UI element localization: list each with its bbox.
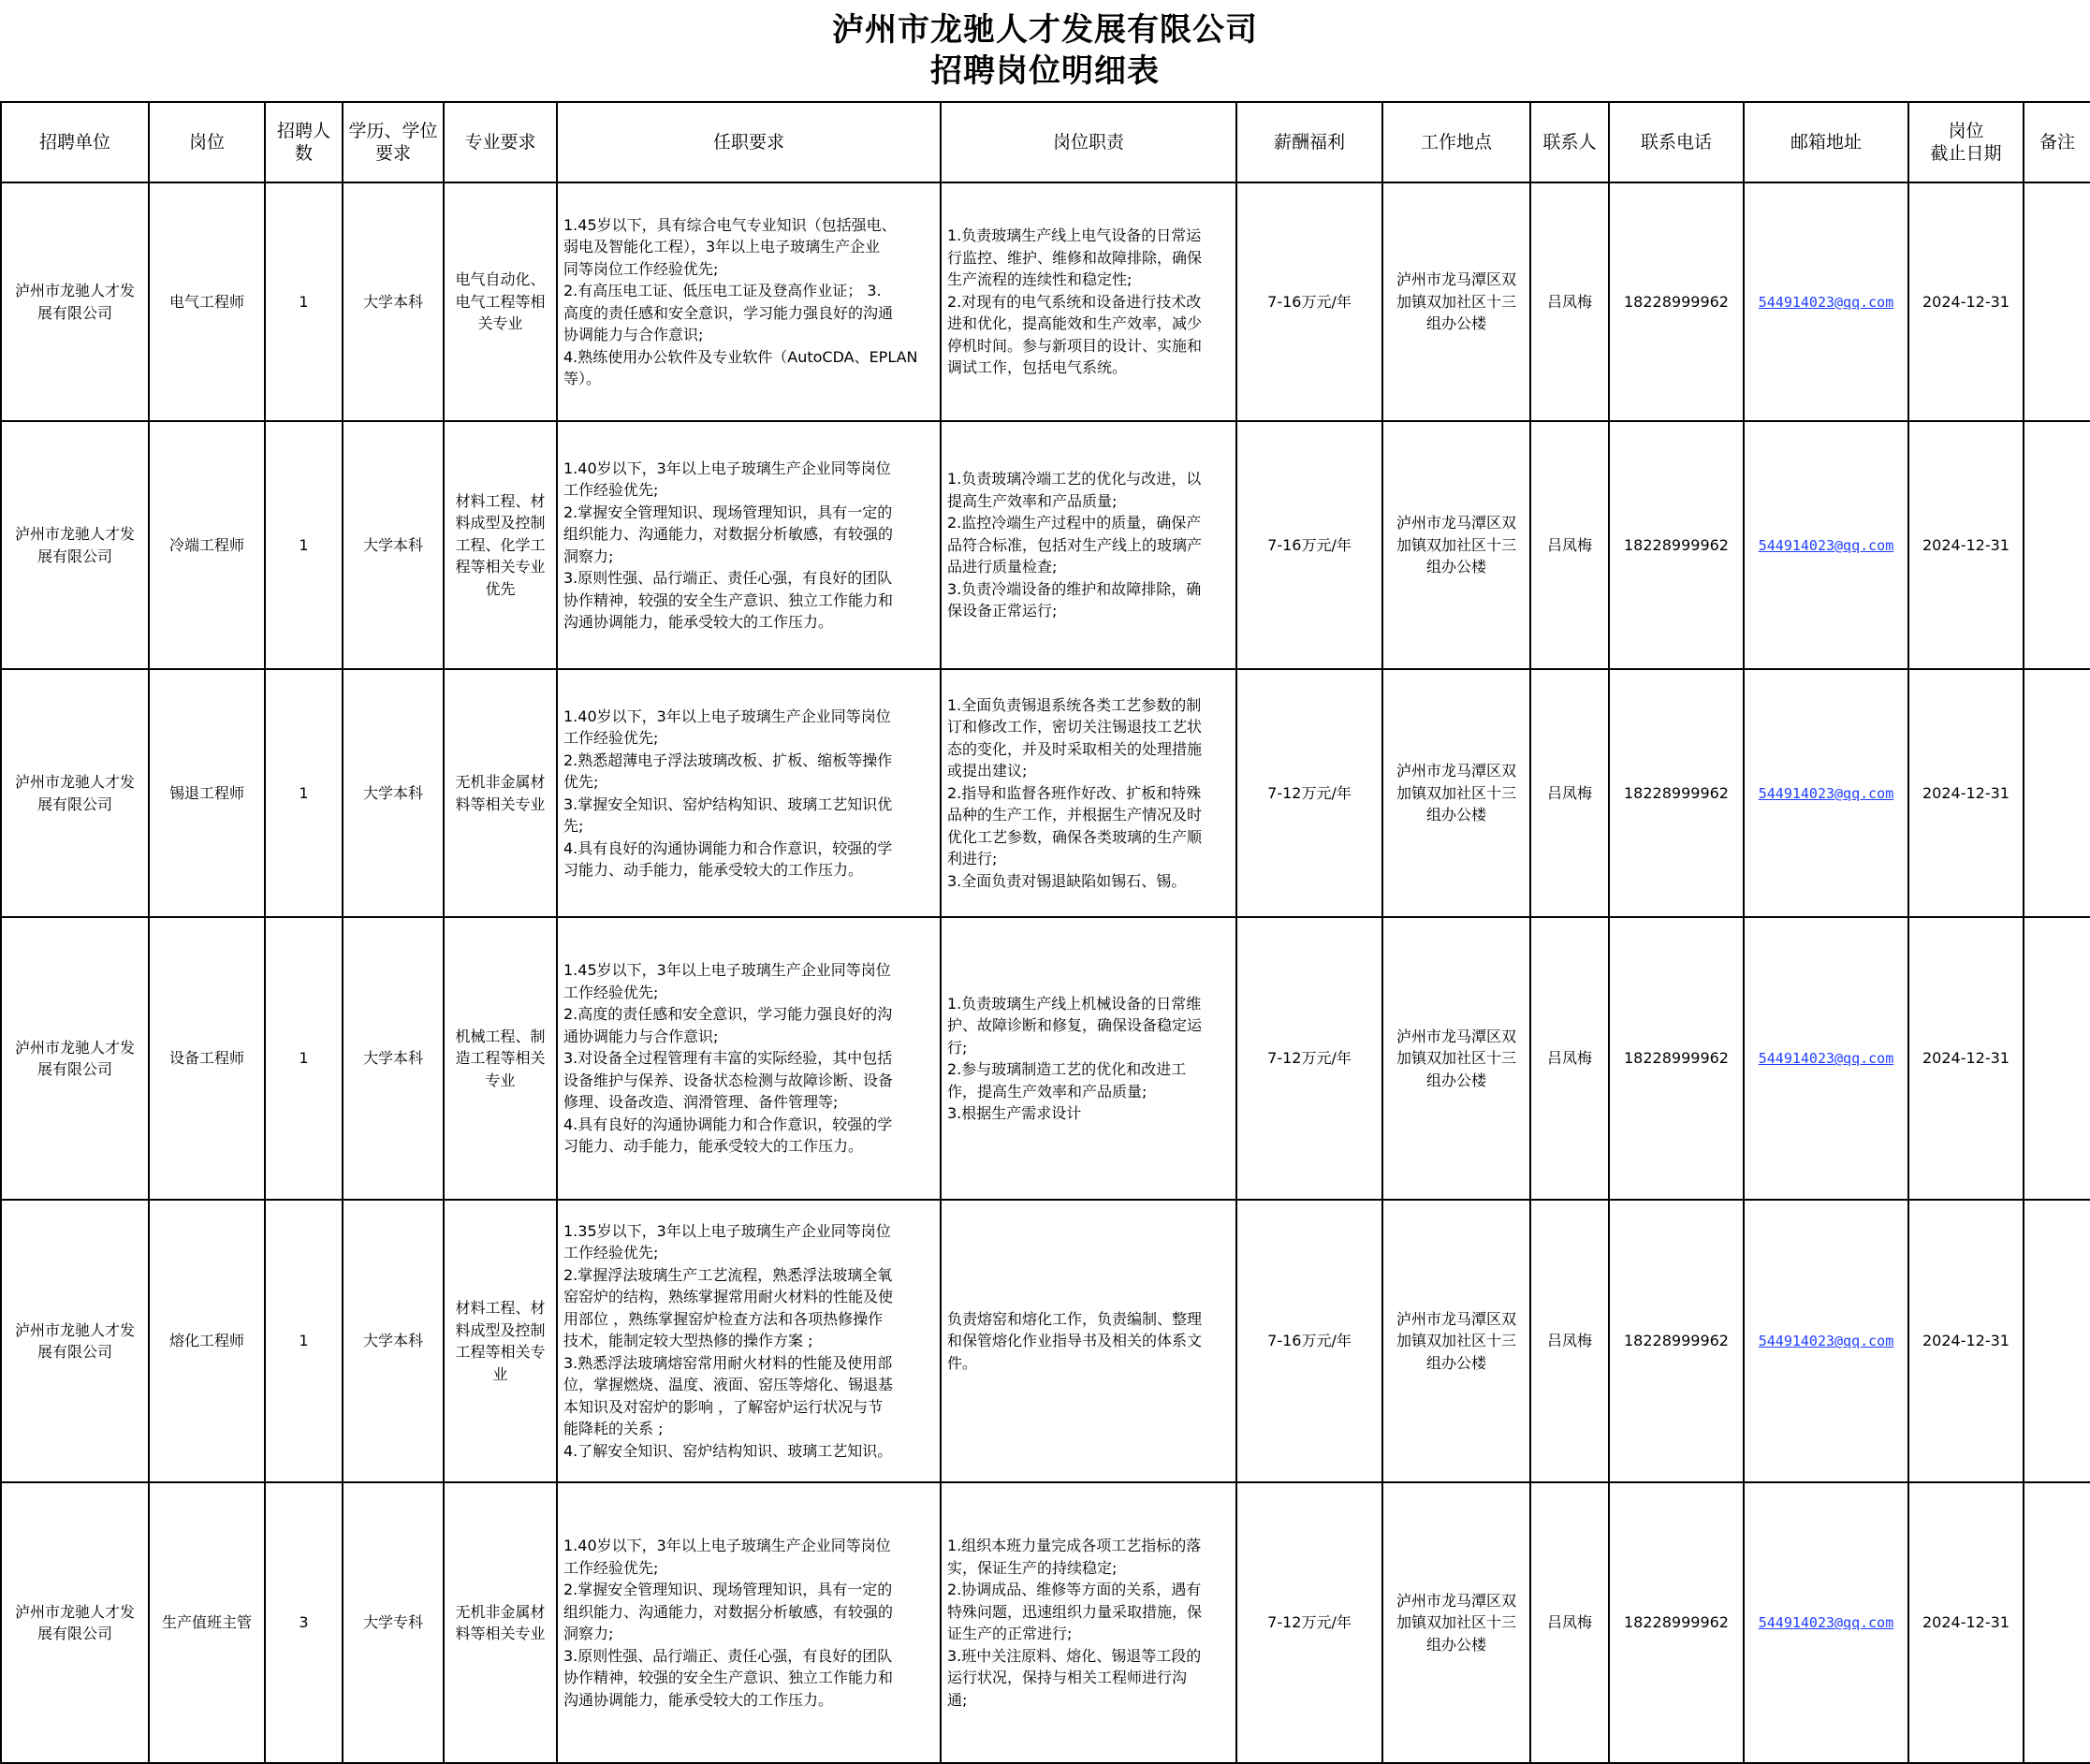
cell-duties: [941, 1200, 1236, 1482]
cell-requirements-line: 3.对设备全过程管理有丰富的实际经验，其中包括: [563, 1049, 893, 1068]
cell-location-line: 加镇双加社区十三: [1396, 535, 1516, 554]
cell-requirements-line: 1.40岁以下，3年以上电子玻璃生产企业同等岗位: [563, 459, 891, 477]
cell-requirements-line: 3.原则性强、品行端正、责任心强，有良好的团队: [563, 1646, 893, 1665]
cell-requirements-line: 修理、设备改造、润滑管理、备件管理等;: [563, 1093, 839, 1112]
cell-requirements-line: 洞察力;: [563, 1625, 614, 1642]
cell-requirements-line: 工作经验优先;: [563, 983, 659, 1001]
email-link[interactable]: 544914023@qq.com: [1758, 293, 1894, 311]
cell-duties-line: 2.协调成品、维修等方面的关系，遇有: [947, 1581, 1202, 1598]
cell-unit: [1, 182, 149, 421]
cell-deadline: 2024-12-31: [1908, 917, 2024, 1200]
cell-phone: 18228999962: [1609, 1200, 1744, 1482]
cell-requirements-line: 高度的责任感和安全意识，学习能力强良好的沟通: [563, 303, 894, 322]
cell-location: [1382, 1200, 1530, 1482]
header-count-l1: 招聘人: [276, 121, 330, 141]
header-education-l2: 要求: [374, 143, 411, 164]
header-unit: 招聘单位: [1, 102, 149, 182]
cell-duties-line: 3.根据生产需求设计: [947, 1104, 1082, 1122]
cell-email: [1744, 1482, 1908, 1763]
cell-deadline: 2024-12-31: [1908, 421, 2024, 669]
cell-requirements-line: 2.掌握浮法玻璃生产工艺流程，熟悉浮法玻璃全氧: [563, 1265, 893, 1284]
cell-deadline: 2024-12-31: [1908, 1482, 2024, 1763]
cell-count: 1: [265, 1200, 343, 1482]
cell-count: 1: [265, 182, 343, 421]
cell-remark: [2024, 1200, 2090, 1482]
cell-requirements-line: 1.35岁以下，3年以上电子玻璃生产企业同等岗位: [563, 1221, 891, 1240]
cell-salary: 7-12万元/年: [1236, 669, 1382, 917]
cell-duties-line: 提高生产效率和产品质量;: [947, 491, 1118, 510]
cell-requirements-line: 能降耗的关系 ;: [563, 1420, 664, 1438]
cell-phone: 18228999962: [1609, 669, 1744, 917]
cell-requirements-line: 2.高度的责任感和安全意识，学习能力强良好的沟: [563, 1005, 893, 1024]
cell-duties-line: 停机时间。参与新项目的设计、实施和: [947, 336, 1203, 355]
cell-location: [1382, 1482, 1530, 1763]
cell-education: 大学本科: [343, 669, 444, 917]
cell-requirements-line: 组织能力、沟通能力，对数据分析敏感，有较强的: [563, 1602, 894, 1621]
email-link[interactable]: 544914023@qq.com: [1758, 1333, 1894, 1349]
cell-major-line: 工程等相关专: [455, 1343, 546, 1361]
cell-location-line: 泸州市龙马潭区双: [1396, 1027, 1516, 1045]
cell-requirements-line: 2.掌握安全管理知识、现场管理知识，具有一定的: [563, 503, 893, 521]
cell-location-line: 泸州市龙马潭区双: [1396, 514, 1516, 532]
cell-requirements-line: 1.45岁以下，3年以上电子玻璃生产企业同等岗位: [563, 961, 891, 980]
cell-duties-line: 和保管熔化作业指导书及相关的体系文: [947, 1332, 1203, 1350]
cell-duties-line: 3.全面负责对锡退缺陷如锡石、锡。: [947, 871, 1187, 890]
cell-location-line: 组办公楼: [1425, 806, 1486, 824]
cell-requirements-line: 1.45岁以下，具有综合电气专业知识（包括强电、: [563, 215, 897, 234]
header-remark: 备注: [2024, 102, 2090, 182]
cell-requirements-line: 沟通协调能力，能承受较大的工作压力。: [563, 613, 834, 631]
cell-duties-line: 优化工艺参数，确保各类玻璃的生产顺: [947, 827, 1203, 846]
cell-position: 冷端工程师: [149, 421, 265, 669]
cell-duties-line: 运行状况，保持与相关工程师进行沟: [947, 1669, 1188, 1686]
cell-major: [444, 917, 557, 1200]
cell-duties-line: 态的变化，并及时采取相关的处理措施: [947, 739, 1203, 758]
cell-email: [1744, 1200, 1908, 1482]
cell-location-line: 组办公楼: [1425, 1071, 1486, 1089]
cell-requirements: [557, 917, 941, 1200]
cell-requirements-line: 设备维护与保养、设备状态检测与故障诊断、设备: [563, 1071, 894, 1089]
cell-requirements-line: 同等岗位工作经验优先;: [563, 259, 719, 278]
cell-requirements-line: 协调能力与合作意识;: [563, 326, 704, 343]
cell-duties-line: 负责熔窑和熔化工作，负责编制、整理: [947, 1309, 1203, 1328]
cell-duties-line: 订和修改工作，密切关注锡退技工艺状: [947, 718, 1203, 736]
cell-duties-line: 进和优化，提高能效和生产效率，减少: [947, 314, 1203, 333]
cell-duties-line: 保设备正常运行;: [947, 602, 1058, 620]
cell-major: [444, 182, 557, 421]
cell-duties: [941, 421, 1236, 669]
cell-major-line: 材料工程、材: [455, 491, 546, 510]
table-body: [1, 182, 2090, 1763]
cell-unit-line: 展有限公司: [37, 1060, 112, 1078]
cell-major: [444, 669, 557, 917]
cell-duties: [941, 1482, 1236, 1763]
cell-requirements-line: 工作经验优先;: [563, 481, 659, 499]
cell-location: [1382, 917, 1530, 1200]
cell-requirements-line: 用部位 ，熟练掌握窑炉检查方法和各项热修操作: [563, 1309, 884, 1328]
cell-count: 1: [265, 669, 343, 917]
cell-position: 设备工程师: [149, 917, 265, 1200]
cell-unit-line: 展有限公司: [37, 547, 112, 565]
cell-unit-line: 展有限公司: [37, 1625, 112, 1642]
header-count-l2: 数: [294, 143, 313, 164]
header-phone: 联系电话: [1609, 102, 1744, 182]
cell-deadline: 2024-12-31: [1908, 182, 2024, 421]
cell-duties-line: 证生产的正常进行;: [947, 1625, 1073, 1642]
cell-salary: 7-12万元/年: [1236, 917, 1382, 1200]
cell-requirements-line: 4.了解安全知识、窑炉结构知识、玻璃工艺知识。: [563, 1441, 893, 1460]
cell-duties-line: 调试工作，包括电气系统。: [947, 358, 1128, 377]
cell-duties-line: 特殊问题，迅速组织力量采取措施，保: [947, 1602, 1203, 1621]
cell-major-line: 机械工程、制: [455, 1027, 546, 1045]
cell-major-line: 造工程等相关: [455, 1049, 546, 1068]
cell-duties-line: 或提出建议;: [947, 762, 1028, 780]
cell-requirements-line: 习能力、动手能力，能承受较大的工作压力。: [563, 1137, 864, 1156]
header-count: [265, 102, 343, 182]
cell-phone: 18228999962: [1609, 1482, 1744, 1763]
cell-location-line: 泸州市龙马潭区双: [1396, 1591, 1516, 1610]
cell-unit: [1, 669, 149, 917]
cell-salary: 7-16万元/年: [1236, 182, 1382, 421]
cell-requirements-line: 1.40岁以下，3年以上电子玻璃生产企业同等岗位: [563, 1537, 891, 1554]
header-duties: 岗位职责: [941, 102, 1236, 182]
table-row: [1, 669, 2090, 917]
title-line-1: 泸州市龙驰人才发展有限公司: [832, 11, 1258, 49]
header-deadline: [1908, 102, 2024, 182]
cell-unit-line: 泸州市龙驰人才发: [14, 1602, 135, 1621]
cell-education: 大学本科: [343, 917, 444, 1200]
cell-requirements-line: 通协调能力与合作意识;: [563, 1027, 719, 1045]
table-row: [1, 182, 2090, 421]
cell-requirements: [557, 669, 941, 917]
cell-contact: 吕凤梅: [1530, 1200, 1609, 1482]
cell-requirements: [557, 1482, 941, 1763]
cell-duties-line: 利进行;: [947, 850, 998, 868]
cell-location-line: 组办公楼: [1425, 314, 1486, 333]
cell-phone: 18228999962: [1609, 917, 1744, 1200]
cell-salary: 7-16万元/年: [1236, 1200, 1382, 1482]
cell-requirements-line: 协作精神，较强的安全生产意识、独立工作能力和: [563, 590, 894, 609]
cell-requirements-line: 2.有高压电工证、低压电工证及登高作业证； 3.: [563, 282, 882, 299]
cell-unit: [1, 917, 149, 1200]
cell-requirements-line: 本知识及对窑炉的影响 ，了解窑炉运行状况与节: [563, 1397, 884, 1416]
email-link[interactable]: 544914023@qq.com: [1758, 784, 1894, 802]
cell-location: [1382, 182, 1530, 421]
cell-unit-line: 泸州市龙驰人才发: [14, 525, 135, 543]
cell-duties-line: 实，保证生产的持续稳定;: [947, 1558, 1118, 1577]
cell-remark: [2024, 669, 2090, 917]
cell-requirements-line: 3.掌握安全知识、窑炉结构知识、玻璃工艺知识优: [563, 795, 893, 813]
cell-requirements-line: 组织能力、沟通能力，对数据分析敏感，有较强的: [563, 525, 894, 543]
cell-location-line: 组办公楼: [1425, 1635, 1486, 1654]
cell-email: [1744, 917, 1908, 1200]
cell-major-line: 程等相关专业: [455, 558, 546, 576]
cell-remark: [2024, 917, 2090, 1200]
cell-requirements-line: 窑窑炉的结构，熟练掌握常用耐火材料的性能及使: [563, 1288, 894, 1306]
recruitment-table: [0, 101, 2090, 1764]
cell-unit-line: 展有限公司: [37, 795, 112, 813]
cell-contact: 吕凤梅: [1530, 182, 1609, 421]
cell-duties-line: 通;: [947, 1690, 968, 1709]
cell-major-line: 材料工程、材: [455, 1299, 546, 1317]
cell-requirements-line: 4.具有良好的沟通协调能力和合作意识，较强的学: [563, 838, 893, 857]
cell-requirements-line: 习能力、动手能力，能承受较大的工作压力。: [563, 861, 864, 879]
cell-location: [1382, 421, 1530, 669]
cell-duties-line: 2.指导和监督各班作好改、扩板和特殊: [947, 783, 1202, 802]
cell-duties-line: 品符合标准，包括对生产线上的玻璃产: [947, 535, 1203, 554]
cell-requirements-line: 洞察力;: [563, 547, 614, 565]
cell-requirements-line: 2.掌握安全管理知识、现场管理知识，具有一定的: [563, 1581, 893, 1598]
cell-requirements-line: 协作精神，较强的安全生产意识、独立工作能力和: [563, 1669, 894, 1686]
cell-position: 锡退工程师: [149, 669, 265, 917]
cell-duties-line: 生产流程的连续性和稳定性;: [947, 270, 1133, 289]
cell-unit-line: 泸州市龙驰人才发: [14, 1038, 135, 1057]
cell-location: [1382, 669, 1530, 917]
cell-contact: 吕凤梅: [1530, 917, 1609, 1200]
cell-major-line: 优先: [485, 579, 516, 598]
cell-phone: 18228999962: [1609, 182, 1744, 421]
cell-major-line: 关专业: [477, 314, 523, 333]
cell-duties-line: 行;: [947, 1038, 968, 1057]
cell-major-line: 电气自动化、: [455, 270, 546, 289]
cell-requirements-line: 3.熟悉浮法玻璃熔窑常用耐火材料的性能及使用部: [563, 1353, 893, 1372]
cell-remark: [2024, 421, 2090, 669]
cell-requirements: [557, 1200, 941, 1482]
header-position: 岗位: [149, 102, 265, 182]
cell-remark: [2024, 1482, 2090, 1763]
cell-duties-line: 1.组织本班力量完成各项工艺指标的落: [947, 1537, 1202, 1554]
cell-unit-line: 展有限公司: [37, 1343, 112, 1361]
cell-requirements-line: 工作经验优先;: [563, 1558, 659, 1577]
header-deadline-l1: 岗位: [1948, 121, 1984, 141]
email-link[interactable]: 544914023@qq.com: [1758, 1614, 1894, 1631]
cell-requirements-line: 4.熟练使用办公软件及专业软件（AutoCDA、EPLAN: [563, 347, 918, 366]
header-email: 邮箱地址: [1744, 102, 1908, 182]
cell-location-line: 泸州市龙马潭区双: [1396, 1309, 1516, 1328]
header-location: 工作地点: [1382, 102, 1530, 182]
cell-location-line: 泸州市龙马潭区双: [1396, 270, 1516, 289]
cell-duties: [941, 182, 1236, 421]
cell-location-line: 组办公楼: [1425, 1353, 1486, 1372]
table-row: [1, 1482, 2090, 1763]
cell-salary: 7-16万元/年: [1236, 421, 1382, 669]
cell-major-line: 无机非金属材: [455, 773, 546, 791]
cell-unit: [1, 1482, 149, 1763]
cell-major: [444, 1200, 557, 1482]
cell-position: 电气工程师: [149, 182, 265, 421]
cell-contact: 吕凤梅: [1530, 669, 1609, 917]
cell-requirements-line: 工作经验优先;: [563, 1244, 659, 1262]
cell-position: 生产值班主管: [149, 1482, 265, 1763]
cell-major: [444, 421, 557, 669]
cell-major-line: 电气工程等相: [455, 292, 546, 311]
cell-contact: 吕凤梅: [1530, 1482, 1609, 1763]
header-major: 专业要求: [444, 102, 557, 182]
cell-unit-line: 泸州市龙驰人才发: [14, 1320, 135, 1339]
cell-major-line: 料等相关专业: [455, 1625, 546, 1642]
cell-duties-line: 作，提高生产效率和产品质量;: [947, 1082, 1147, 1101]
cell-duties-line: 品种的生产工作，并根据生产情况及时: [947, 806, 1203, 824]
cell-location-line: 加镇双加社区十三: [1396, 783, 1516, 802]
cell-email: [1744, 182, 1908, 421]
cell-duties: [941, 917, 1236, 1200]
cell-location-line: 加镇双加社区十三: [1396, 292, 1516, 311]
cell-major-line: 工程、化学工: [455, 535, 546, 554]
table-row: [1, 917, 2090, 1200]
cell-count: 1: [265, 421, 343, 669]
cell-duties-line: 3.班中关注原料、熔化、锡退等工段的: [947, 1646, 1202, 1665]
email-link[interactable]: 544914023@qq.com: [1758, 536, 1894, 554]
cell-major-line: 业: [492, 1364, 508, 1383]
cell-major-line: 料等相关专业: [455, 795, 546, 813]
cell-count: 3: [265, 1482, 343, 1763]
cell-duties-line: 1.全面负责锡退系统各类工艺参数的制: [947, 695, 1202, 714]
cell-duties-line: 护、故障诊断和修复，确保设备稳定运: [947, 1016, 1203, 1034]
cell-major-line: 专业: [485, 1071, 516, 1089]
cell-education: 大学本科: [343, 421, 444, 669]
cell-duties-line: 3.负责冷端设备的维护和故障排除，确: [947, 579, 1202, 598]
cell-education: 大学本科: [343, 1200, 444, 1482]
cell-requirements-line: 2.熟悉超薄电子浮法玻璃改板、扩板、缩板等操作: [563, 751, 893, 769]
cell-requirements-line: 等）。: [563, 370, 602, 387]
cell-requirements-line: 3.原则性强、品行端正、责任心强，有良好的团队: [563, 569, 893, 587]
cell-requirements-line: 工作经验优先;: [563, 729, 659, 747]
cell-duties-line: 2.监控冷端生产过程中的质量，确保产: [947, 514, 1202, 532]
cell-location-line: 泸州市龙马潭区双: [1396, 762, 1516, 780]
document-title: [0, 0, 2090, 101]
header-row: [1, 102, 2090, 182]
cell-remark: [2024, 182, 2090, 421]
cell-unit: [1, 421, 149, 669]
cell-major-line: 无机非金属材: [455, 1602, 546, 1621]
cell-email: [1744, 421, 1908, 669]
cell-count: 1: [265, 917, 343, 1200]
title-line-2: 招聘岗位明细表: [930, 52, 1160, 90]
header-deadline-l2: 截止日期: [1930, 143, 2002, 164]
cell-location-line: 组办公楼: [1425, 558, 1486, 576]
cell-major: [444, 1482, 557, 1763]
cell-duties-line: 1.负责玻璃冷端工艺的优化与改进，以: [947, 470, 1202, 488]
cell-unit-line: 泸州市龙驰人才发: [14, 773, 135, 791]
cell-deadline: 2024-12-31: [1908, 1200, 2024, 1482]
cell-requirements-line: 优先;: [563, 773, 599, 791]
cell-duties-line: 品进行质量检查;: [947, 558, 1058, 576]
cell-location-line: 加镇双加社区十三: [1396, 1613, 1516, 1632]
header-salary: 薪酬福利: [1236, 102, 1382, 182]
cell-requirements: [557, 421, 941, 669]
cell-requirements-line: 4.具有良好的沟通协调能力和合作意识，较强的学: [563, 1115, 893, 1133]
header-education: [343, 102, 444, 182]
table-row: [1, 421, 2090, 669]
cell-duties-line: 行监控、维护、维修和故障排除，确保: [947, 248, 1203, 267]
cell-unit-line: 展有限公司: [37, 303, 112, 322]
cell-deadline: 2024-12-31: [1908, 669, 2024, 917]
cell-major-line: 料成型及控制: [455, 1320, 546, 1339]
cell-duties-line: 2.参与玻璃制造工艺的优化和改进工: [947, 1060, 1187, 1078]
table-row: [1, 1200, 2090, 1482]
cell-duties-line: 2.对现有的电气系统和设备进行技术改: [947, 292, 1202, 311]
cell-requirements-line: 位，掌握燃烧、温度、液面、窑压等熔化、锡退基: [563, 1376, 894, 1394]
cell-salary: 7-12万元/年: [1236, 1482, 1382, 1763]
header-education-l1: 学历、学位: [348, 121, 438, 141]
cell-education: 大学专科: [343, 1482, 444, 1763]
cell-phone: 18228999962: [1609, 421, 1744, 669]
cell-requirements-line: 技术，能制定较大型热修的操作方案 ;: [563, 1332, 813, 1350]
header-contact: 联系人: [1530, 102, 1609, 182]
cell-unit-line: 泸州市龙驰人才发: [14, 282, 135, 299]
cell-location-line: 加镇双加社区十三: [1396, 1332, 1516, 1350]
cell-requirements-line: 沟通协调能力，能承受较大的工作压力。: [563, 1690, 834, 1709]
cell-position: 熔化工程师: [149, 1200, 265, 1482]
cell-contact: 吕凤梅: [1530, 421, 1609, 669]
cell-education: 大学本科: [343, 182, 444, 421]
cell-requirements-line: 1.40岁以下，3年以上电子玻璃生产企业同等岗位: [563, 707, 891, 725]
cell-duties: [941, 669, 1236, 917]
cell-duties-line: 件。: [947, 1353, 978, 1372]
cell-duties-line: 1.负责玻璃生产线上机械设备的日常维: [947, 994, 1202, 1013]
header-requirements: 任职要求: [557, 102, 941, 182]
cell-email: [1744, 669, 1908, 917]
cell-major-line: 料成型及控制: [455, 514, 546, 532]
cell-duties-line: 1.负责玻璃生产线上电气设备的日常运: [947, 226, 1202, 245]
cell-location-line: 加镇双加社区十三: [1396, 1049, 1516, 1068]
cell-unit: [1, 1200, 149, 1482]
cell-requirements: [557, 182, 941, 421]
cell-requirements-line: 弱电及智能化工程），3年以上电子玻璃生产企业: [563, 238, 881, 255]
cell-requirements-line: 先;: [563, 817, 584, 835]
email-link[interactable]: 544914023@qq.com: [1758, 1050, 1894, 1067]
